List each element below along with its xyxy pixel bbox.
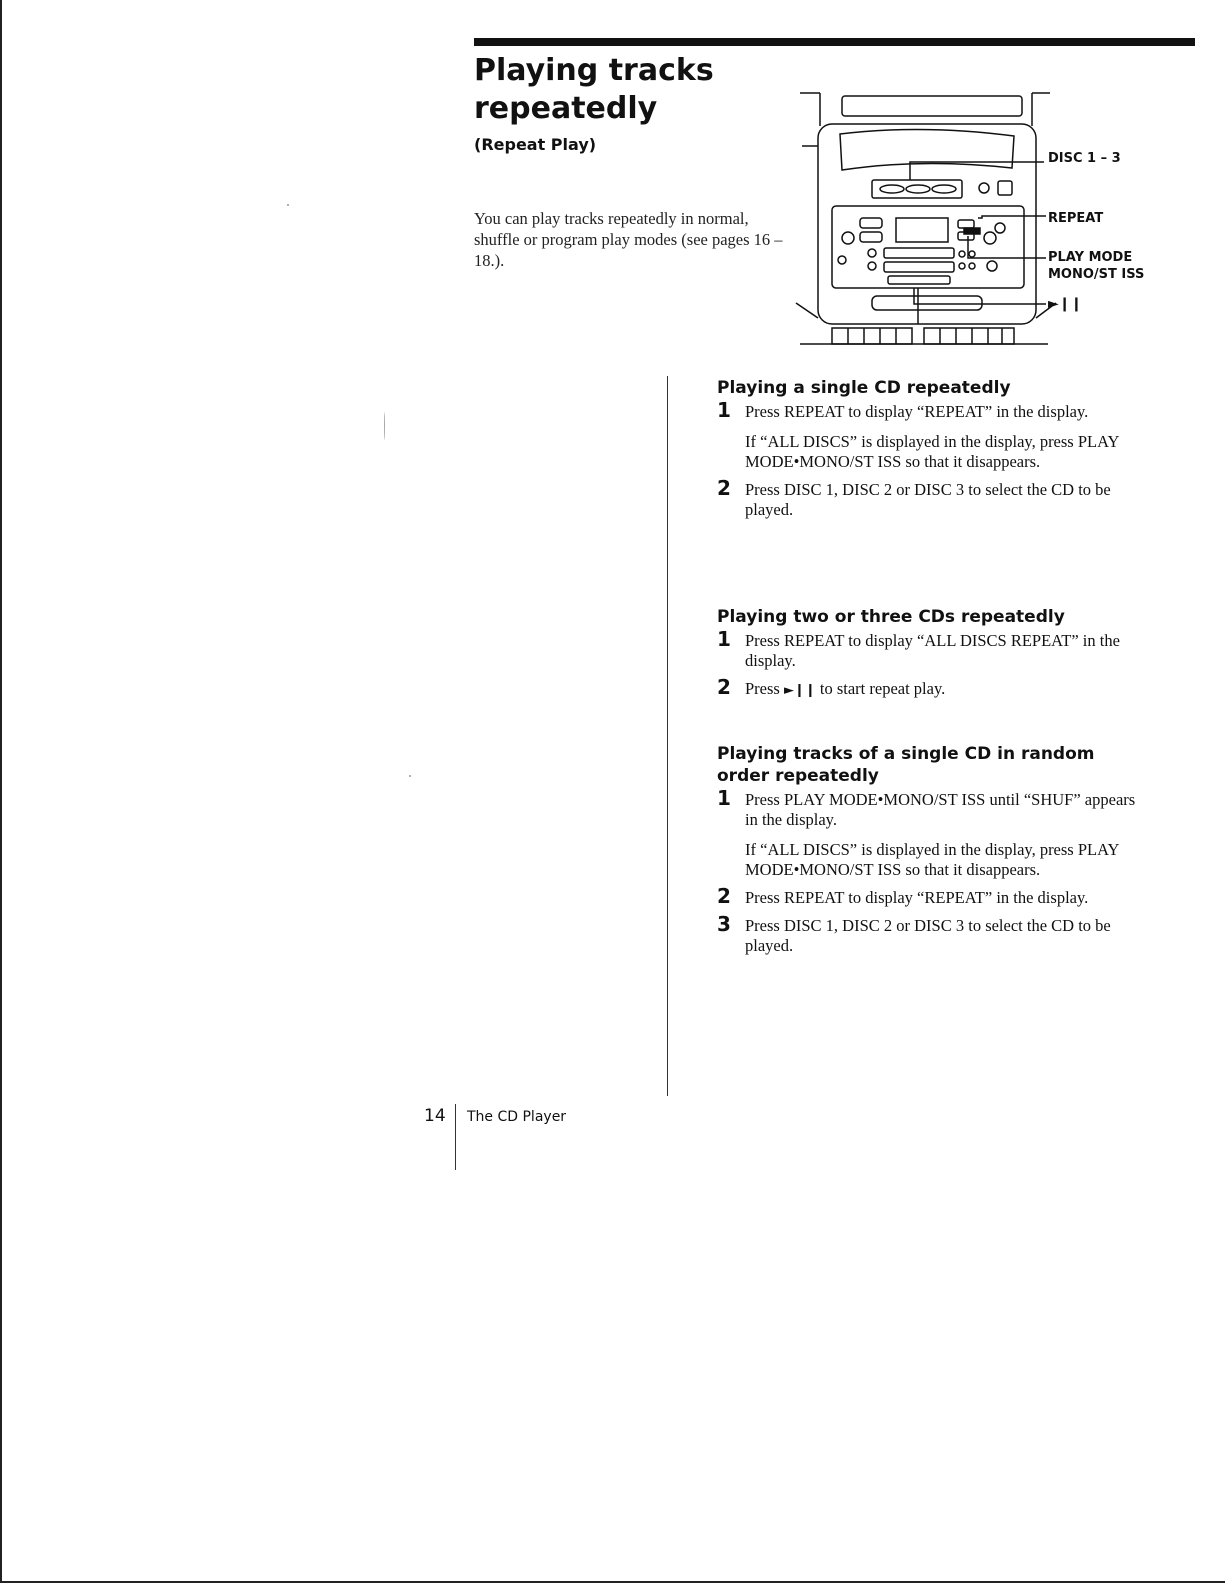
section-heading: Playing tracks of a single CD in random order repeatedly	[717, 744, 1095, 786]
section-multi-cd	[717, 606, 1147, 701]
page-title: Playing tracks repeatedly	[474, 53, 714, 126]
step-number: 1	[717, 627, 731, 651]
chapter-name: The CD Player	[467, 1109, 567, 1125]
header-rule	[474, 38, 1195, 46]
footer-divider	[455, 1104, 456, 1170]
step-item	[717, 786, 1147, 880]
step-item	[717, 675, 1147, 701]
step-item	[717, 884, 1147, 908]
callout-play-mode-label: PLAY MODE	[1048, 250, 1133, 265]
step-item	[717, 398, 1147, 472]
step-note: If “ALL DISCS” is displayed in the display, press PLAY MODE•MONO/ST ISS so that it disappears.	[745, 840, 1119, 879]
step-text	[745, 679, 1147, 701]
callout-repeat-label: REPEAT	[1048, 211, 1104, 226]
step-number: 1	[717, 786, 731, 810]
page-edge-left	[0, 0, 2, 1583]
step-item	[717, 912, 1147, 956]
section-random-order	[717, 743, 1147, 956]
step-number: 1	[717, 398, 731, 422]
callout-play-pause-label: ►❙❙	[1048, 296, 1083, 312]
page-subtitle: (Repeat Play)	[474, 135, 597, 154]
step-text-post: to start repeat play.	[815, 679, 946, 698]
scan-artifact	[287, 204, 289, 206]
callout-disc-label: DISC 1 – 3	[1048, 151, 1121, 166]
step-text: Press DISC 1, DISC 2 or DISC 3 to select the CD to be played.	[745, 916, 1111, 955]
column-divider	[667, 376, 668, 1096]
scan-artifact	[384, 412, 385, 440]
scan-artifact	[409, 775, 411, 777]
section-heading: Playing a single CD repeatedly	[717, 378, 1011, 398]
step-item	[717, 476, 1147, 520]
step-text-pre: Press	[745, 679, 784, 698]
step-text: Press REPEAT to display “REPEAT” in the display.	[745, 402, 1089, 421]
step-text: Press REPEAT to display “REPEAT” in the display.	[745, 888, 1089, 907]
play-pause-icon: ►❙❙	[783, 683, 816, 698]
step-number: 2	[717, 476, 731, 500]
step-number: 2	[717, 675, 731, 699]
step-number: 2	[717, 884, 731, 908]
section-heading: Playing two or three CDs repeatedly	[717, 607, 1065, 627]
step-text: Press REPEAT to display “ALL DISCS REPEAT” in the display.	[745, 631, 1120, 670]
intro-paragraph: You can play tracks repeatedly in normal, shuffle or program play modes (see pages 16 – 18.).	[474, 209, 783, 270]
page-number: 14	[424, 1106, 446, 1126]
step-item	[717, 627, 1147, 671]
step-note: If “ALL DISCS” is displayed in the display, press PLAY MODE•MONO/ST ISS so that it disappears.	[745, 432, 1119, 471]
section-single-cd	[717, 377, 1147, 520]
step-text: Press DISC 1, DISC 2 or DISC 3 to select the CD to be played.	[745, 480, 1111, 519]
callout-mono-st-iss-label: MONO/ST ISS	[1048, 267, 1145, 282]
step-text: Press PLAY MODE•MONO/ST ISS until “SHUF” appears in the display.	[745, 790, 1136, 829]
step-number: 3	[717, 912, 731, 936]
